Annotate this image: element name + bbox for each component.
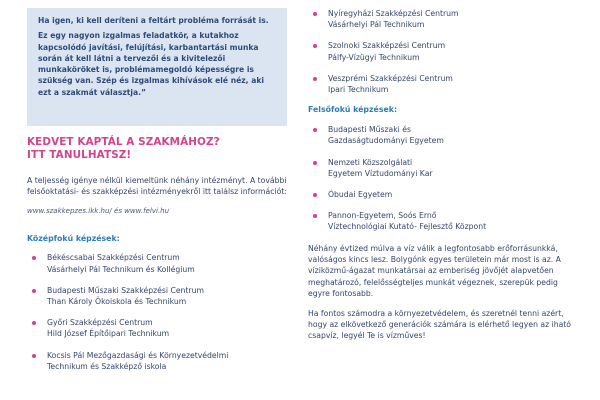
secondary-education-list-continued [308,8,580,95]
bullet-icon [313,161,317,165]
list-item: Budapesti Műszaki Szakképzési Centrum Than Károly Ökoiskola és Technikum [27,285,289,307]
callout-question: Ha igen, ki kell deríteni a feltárt probléma forrását is. [38,16,269,25]
bullet-icon [313,214,317,218]
bullet-icon [32,256,36,260]
website-links[interactable]: www.szakkepzes.ikk.hu/ és www.felvi.hu [27,207,170,216]
list-item: Budapesti Műszaki és Gazdaságtudományi Egyetem [308,124,580,146]
heading-line-1: KEDVET KAPTÁL A SZAKMÁHOZ? [27,136,220,148]
intro-text: A teljesség igénye nélkül kiemeltünk néhány intézményt. A további felsőoktatási- és szakképzési intézményekről itt találsz információt: [27,176,287,197]
quote-callout [27,8,287,126]
list-item: Pannon-Egyetem, Soós Ernő Víztechnológiai Kutató- Fejlesztő Központ [308,210,580,232]
higher-education-list [308,124,580,232]
secondary-education-list [27,252,289,372]
water-importance-paragraph: Néhány évtized múlva a víz válik a legfontosabb erőforrásunkká, valóságos kincs lesz. Bolygónk egyes területein már most is az. A víziközmű-ágazat munkatársai az emberiség jövőjét alapvetően meghatározó, felelősségteljes munkát végeznek, szerepük pedig egyre fontosabb. [308,243,561,299]
heading-line-2: ITT TANULHATSZ! [27,149,132,161]
bullet-icon [313,12,317,16]
right-column [308,8,580,342]
list-item: Nemzeti Közszolgálati Egyetem Víztudományi Kar [308,157,580,179]
bullet-icon [32,321,36,325]
left-column [27,8,289,382]
section-heading [27,136,289,162]
bullet-icon [313,128,317,132]
list-item: Szolnoki Szakképzési Centrum Pálfy-Vízügyi Technikum [308,40,580,62]
callout-text: Ez egy nagyon izgalmas feladatkör, a kutakhoz kapcsolódó javítási, felújítási, karbantartási munka során át kell látni a tervezői és a kivitelezői munkaköröket is, problémamegoldó képességre is szükség van. Szép és izgalmas kihívások elé néz, aki ezt a szakmát választja.” [38,31,264,97]
list-item: Óbudai Egyetem [308,189,580,200]
higher-education-title: Felsőfokú képzések: [308,105,398,115]
bullet-icon [32,289,36,293]
bullet-icon [32,354,36,358]
bullet-icon [313,44,317,48]
list-item: Veszprémi Szakképzési Centrum Ipari Technikum [308,73,580,95]
bullet-icon [313,77,317,81]
call-to-action-paragraph: Ha fontos számodra a környezetvédelem, és szeretnél tenni azért, hogy az elkövetkező generációk számára is elérhető legyen az iható csapvíz, legyél Te is vízműves! [308,308,572,341]
bullet-icon [313,193,317,197]
list-item: Kocsis Pál Mezőgazdasági és Környezetvédelmi Technikum és Szakképző iskola [27,350,289,372]
list-item: Békéscsabai Szakképzési Centrum Vásárhelyi Pál Technikum és Kollégium [27,252,289,274]
list-item: Nyíregyházi Szakképzési Centrum Vásárhelyi Pál Technikum [308,8,580,30]
secondary-education-title: Középfokú képzések: [27,234,120,244]
list-item: Győri Szakképzési Centrum Hild József Építőipari Technikum [27,317,289,339]
